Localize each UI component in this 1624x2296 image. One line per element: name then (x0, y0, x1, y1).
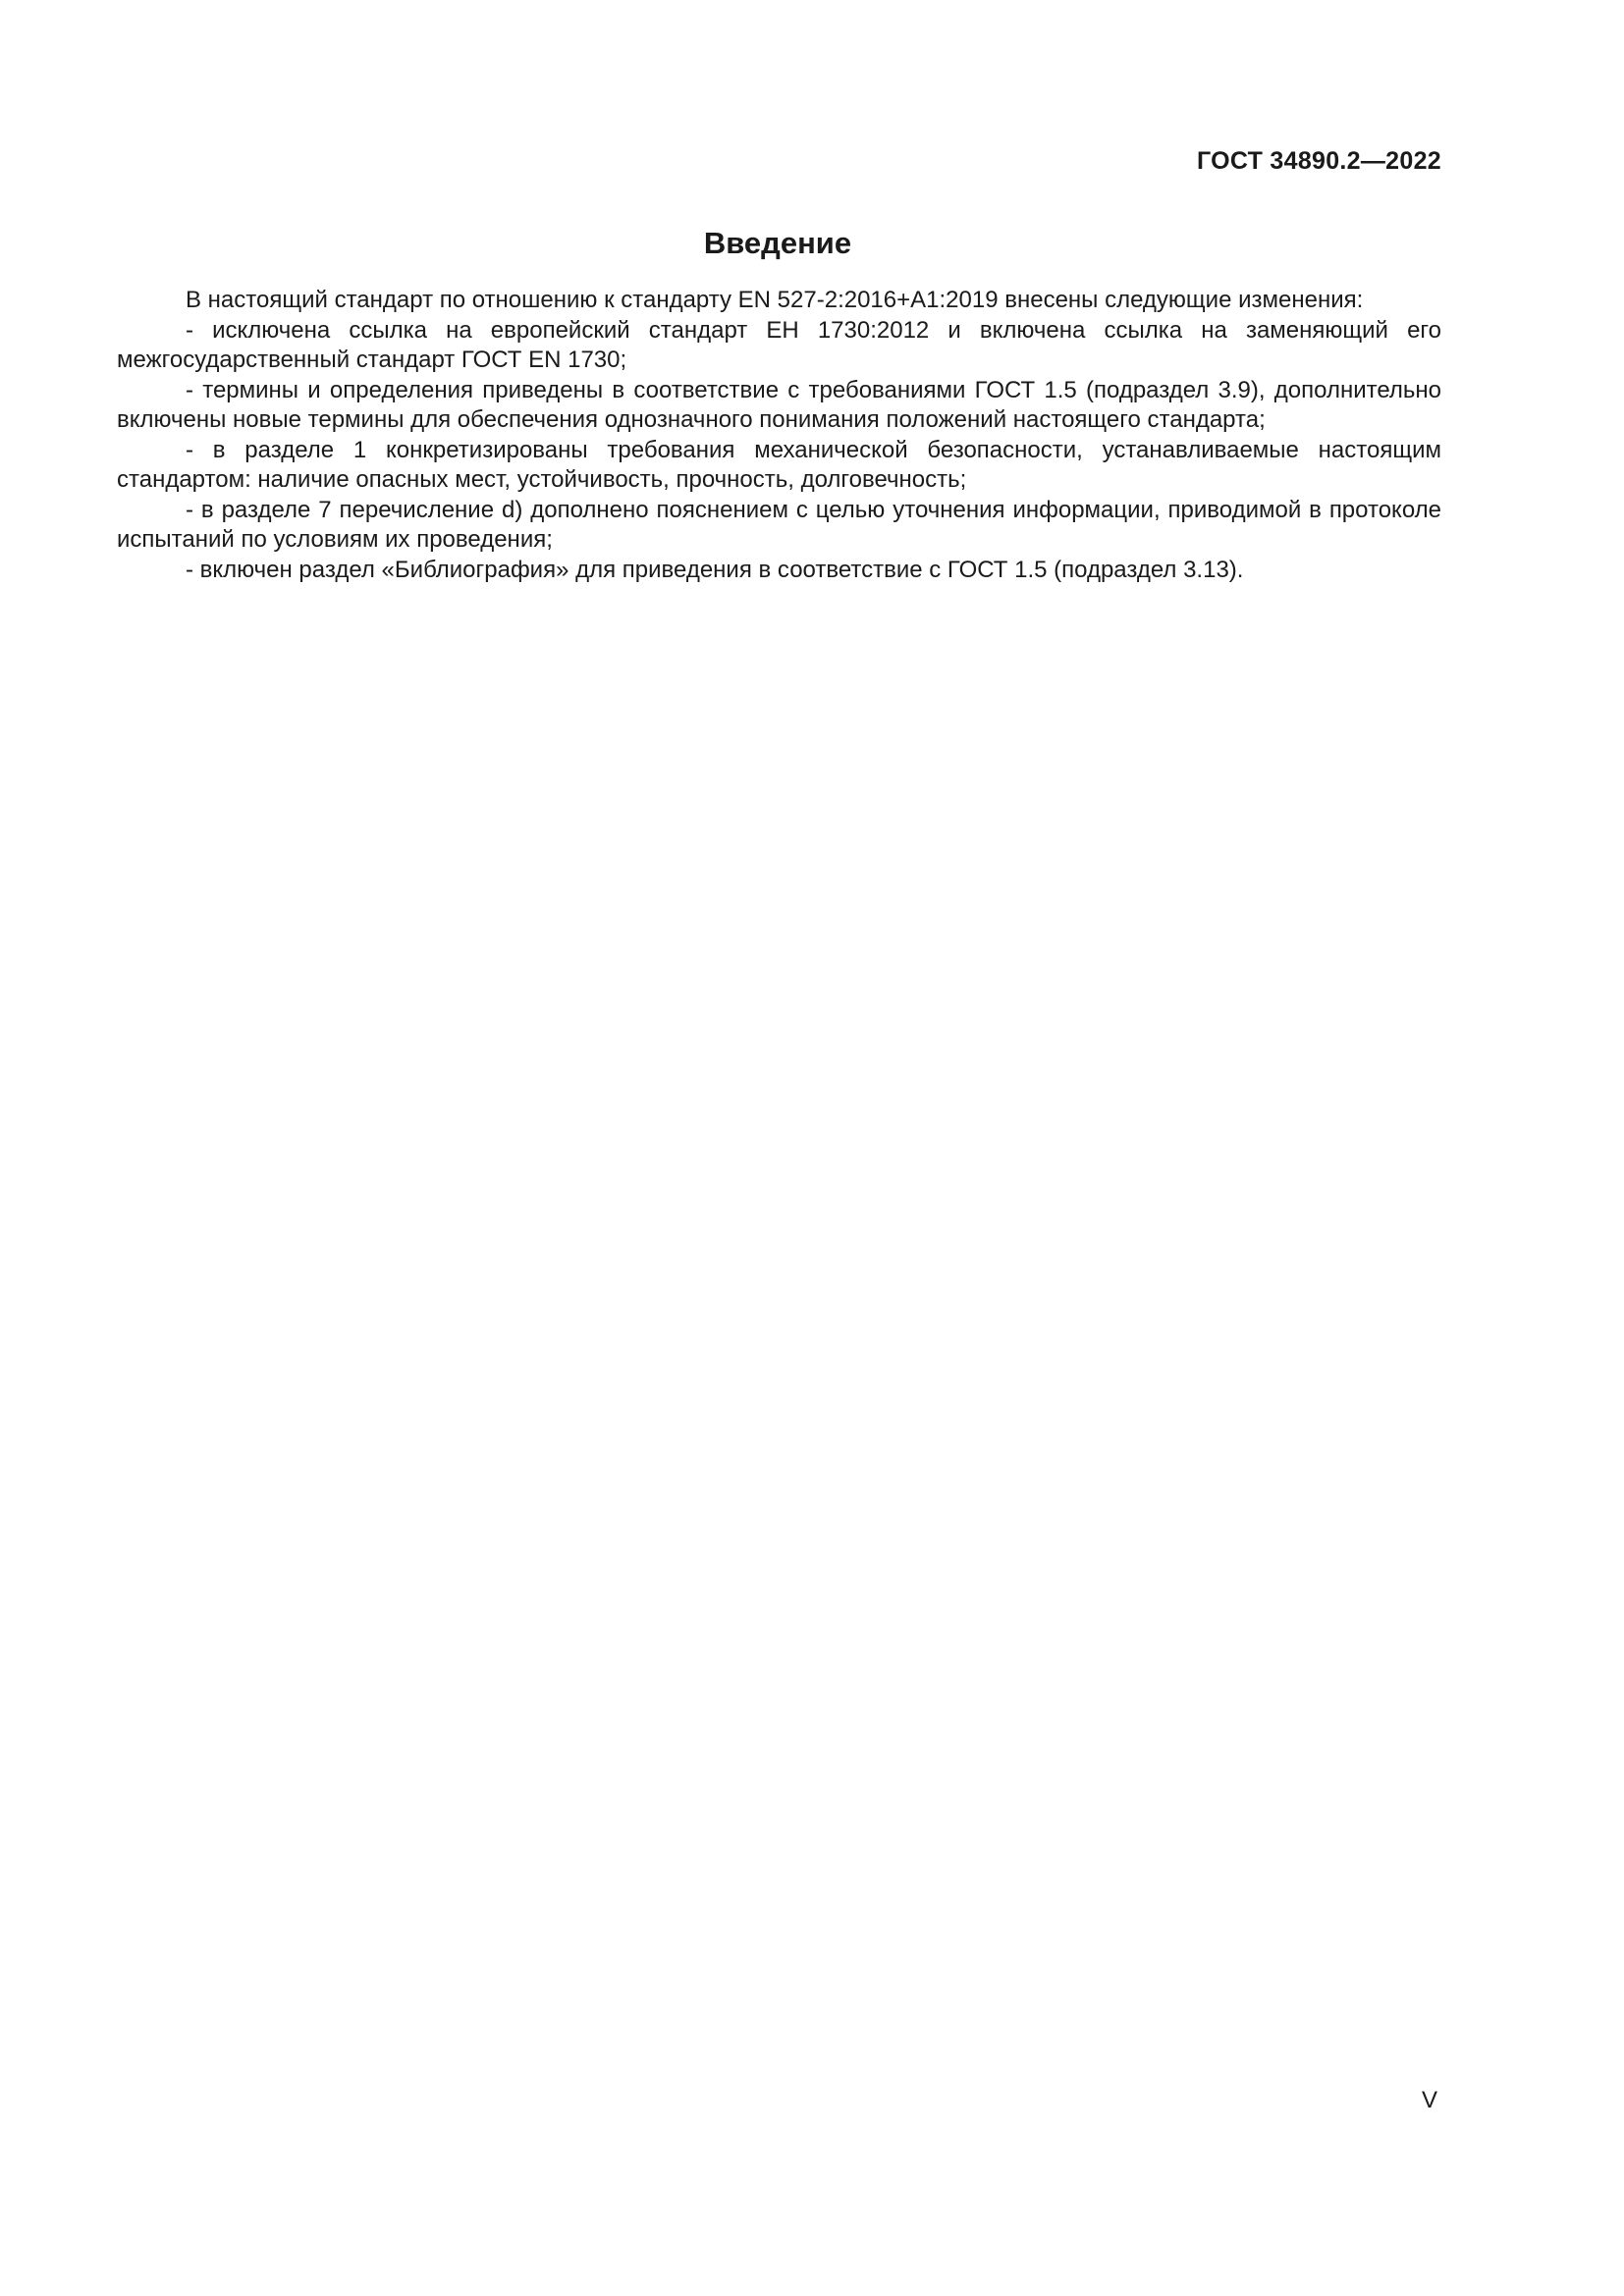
list-item: - исключена ссылка на европейский стандарт ЕН 1730:2012 и включена ссылка на заменяющий его межгосударственный стандарт ГОСТ EN 1730; (117, 316, 1441, 373)
list-item: - в разделе 7 перечисление d) дополнено пояснением с целью уточнения информации, приводимой в протоколе испытаний по условиям их проведения; (117, 496, 1441, 553)
list-item: - в разделе 1 конкретизированы требования механической безопасности, устанавливаемые настоящим стандартом: наличие опасных мест, устойчивость, прочность, долговечность; (117, 436, 1441, 493)
intro-paragraph: В настоящий стандарт по отношению к стандарту EN 527-2:2016+A1:2019 внесены следующие изменения: (186, 287, 1364, 313)
body-text (117, 286, 1441, 585)
list-item: - включен раздел «Библиография» для приведения в соответствие с ГОСТ 1.5 (подраздел 3.13). (186, 556, 1244, 583)
page-number: V (1421, 2087, 1437, 2113)
document-header: ГОСТ 34890.2—2022 (1196, 147, 1441, 175)
list-item: - термины и определения приведены в соответствие с требованиями ГОСТ 1.5 (подраздел 3.9), дополнительно включены новые термины для обеспечения однозначного понимания положений настоящего стандарта; (117, 376, 1441, 433)
section-title: Введение (703, 226, 852, 260)
